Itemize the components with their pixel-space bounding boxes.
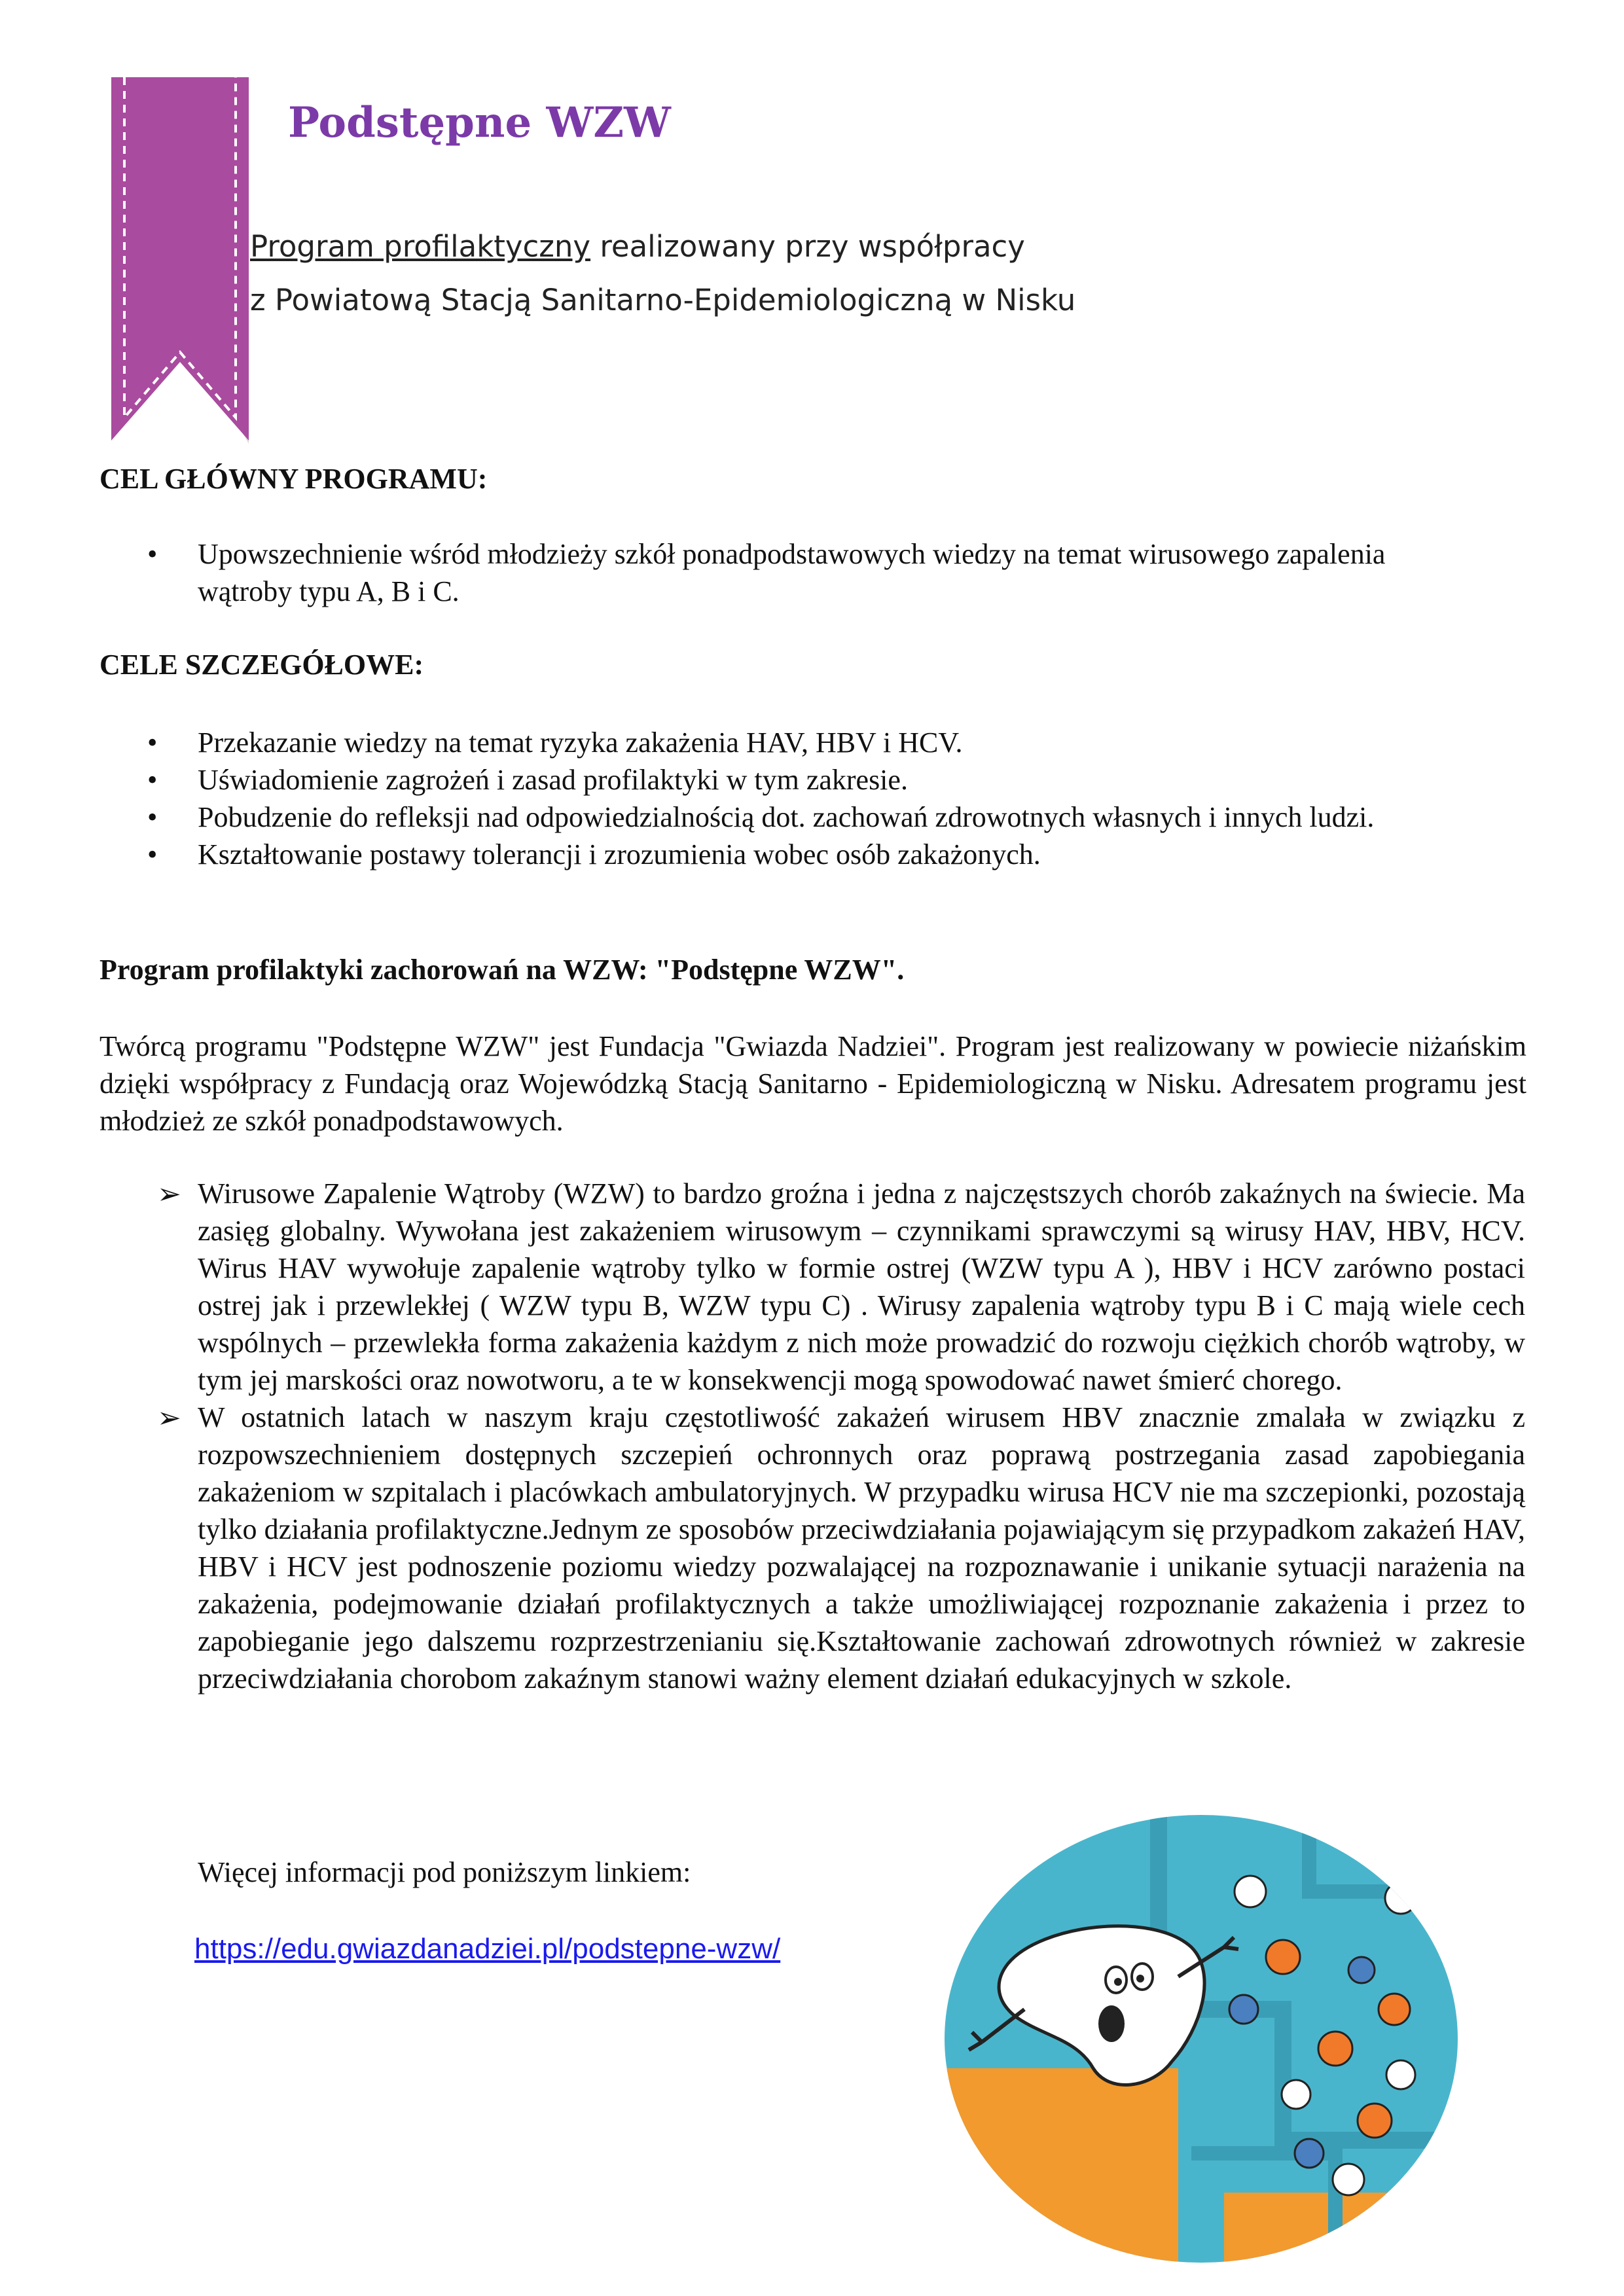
list-item [98,724,1506,761]
list-item-text: Upowszechnienie wśród młodzieży szkół ponadpodstawowych wiedzy na temat wirusowego zapalenia wątroby typu A, B i C. [198,538,1386,607]
specific-goals-list [98,724,1506,873]
list-item-text: Pobudzenie do refleksji nad odpowiedzialnością dot. zachowań zdrowotnych własnych i innych ludzi. [198,801,1375,833]
subtitle-line-2: z Powiatową Stacją Sanitarno-Epidemiologiczną w Nisku [250,283,1076,317]
more-info-text: Więcej informacji pod poniższym linkiem: [198,1856,691,1888]
program-points-list [98,1175,1525,1697]
list-item-text: Wirusowe Zapalenie Wątroby (WZW) to bardzo groźna i jedna z najczęstszych chorób zakaźnych na świecie. Ma zasięg globalny. Wywołana jest zakażeniem wirusowym – czynnikami sprawczymi są wirusy HAV, HBV, HCV. Wirus HAV wywołuje zapalenie wątroby tylko w formie ostrej (WZW typu A ), HBV i HCV zarówno postaci ostrej jak i przewlekłej ( WZW typu B, WZW typu C) . Wirusy zapalenia wątroby typu B i C mają wiele cech wspólnych – przewlekła forma zakażenia każdym z nich może prowadzić do rozwoju ciężkich chorób wątroby, w tym jej marskości oraz nowotworu, a te w konsekwencji mogą spowodować nawet śmierć chorego. [198,1177,1525,1396]
list-item [98,1175,1525,1399]
program-subtitle [250,220,1494,327]
list-item [98,535,1427,610]
subtitle-line-1 [250,220,1494,274]
bullet-icon: • [147,726,158,759]
bullet-icon: • [147,801,158,833]
bullet-icon: • [147,764,158,796]
list-item [98,761,1506,798]
specific-goals-heading: CELE SZCZEGÓŁOWE: [99,649,424,681]
main-goal-list [98,535,1427,610]
arrow-bullet-icon: ➢ [157,1402,181,1434]
list-item-text: Kształtowanie postawy tolerancji i zrozumienia wobec osób zakażonych. [198,838,1041,870]
arrow-bullet-icon: ➢ [157,1178,181,1210]
list-item [98,1399,1525,1697]
program-link[interactable]: https://edu.gwiazdanadziei.pl/podstepne-wzw/ [194,1933,781,1965]
subtitle-underlined: Program profilaktyczny [250,229,591,264]
list-item-text: W ostatnich latach w naszym kraju częstotliwość zakażeń wirusem HBV znacznie zmalała w związku z rozpowszechnieniem dostępnych szczepień ochronnych oraz poprawą postrzegania zasad zapobiegania zakażeniom w szpitalach i placówkach ambulatoryjnych. W przypadku wirusa HCV nie ma szczepionki, pozostają tylko działania profilaktyczne.Jednym ze sposobów przeciwdziałania pojawiającym się przypadkom zakażeń HAV, HBV i HCV jest podnoszenie poziomu wiedzy pozwalającej na rozpoznawanie i unikanie sytuacji narażenia na zakażenia, podejmowanie działań profilaktycznych a także umożliwiającej rozpoznanie zakażenia i przez to zapobieganie jego dalszemu rozprzestrzenianiu się.Kształtowanie zachowań zdrowotnych również w zakresie przeciwdziałania chorobom zakaźnym stanowi ważny element działań edukacyjnych w szkole. [198,1401,1525,1695]
list-item-text: Przekazanie wiedzy na temat ryzyka zakażenia HAV, HBV i HCV. [198,726,963,759]
ribbon-bookmark-icon [111,77,249,444]
list-item-text: Uświadomienie zagrożeń i zasad profilaktyki w tym zakresie. [198,764,908,796]
program-heading: Program profilaktyki zachorowań na WZW: "Podstępne WZW". [99,954,905,986]
program-intro: Twórcą programu "Podstępne WZW" jest Fundacja "Gwiazda Nadziei". Program jest realizowany w powiecie niżańskim dzięki współpracy z Fundacją oraz Wojewódzką Stacją Sanitarno - Epidemiologiczną w Nisku. Adresatem programu jest młodzież ze szkół ponadpodstawowych. [99,1030,1526,1137]
list-item [98,798,1506,836]
bullet-icon: • [147,538,158,570]
list-item [98,836,1506,873]
subtitle-rest: realizowany przy współpracy [590,229,1025,264]
main-goal-heading: CEL GŁÓWNY PROGRAMU: [99,463,488,495]
liver-viruses-illustration [943,1813,1460,2265]
bullet-icon: • [147,838,158,870]
page-title: Podstępne WZW [288,98,671,147]
